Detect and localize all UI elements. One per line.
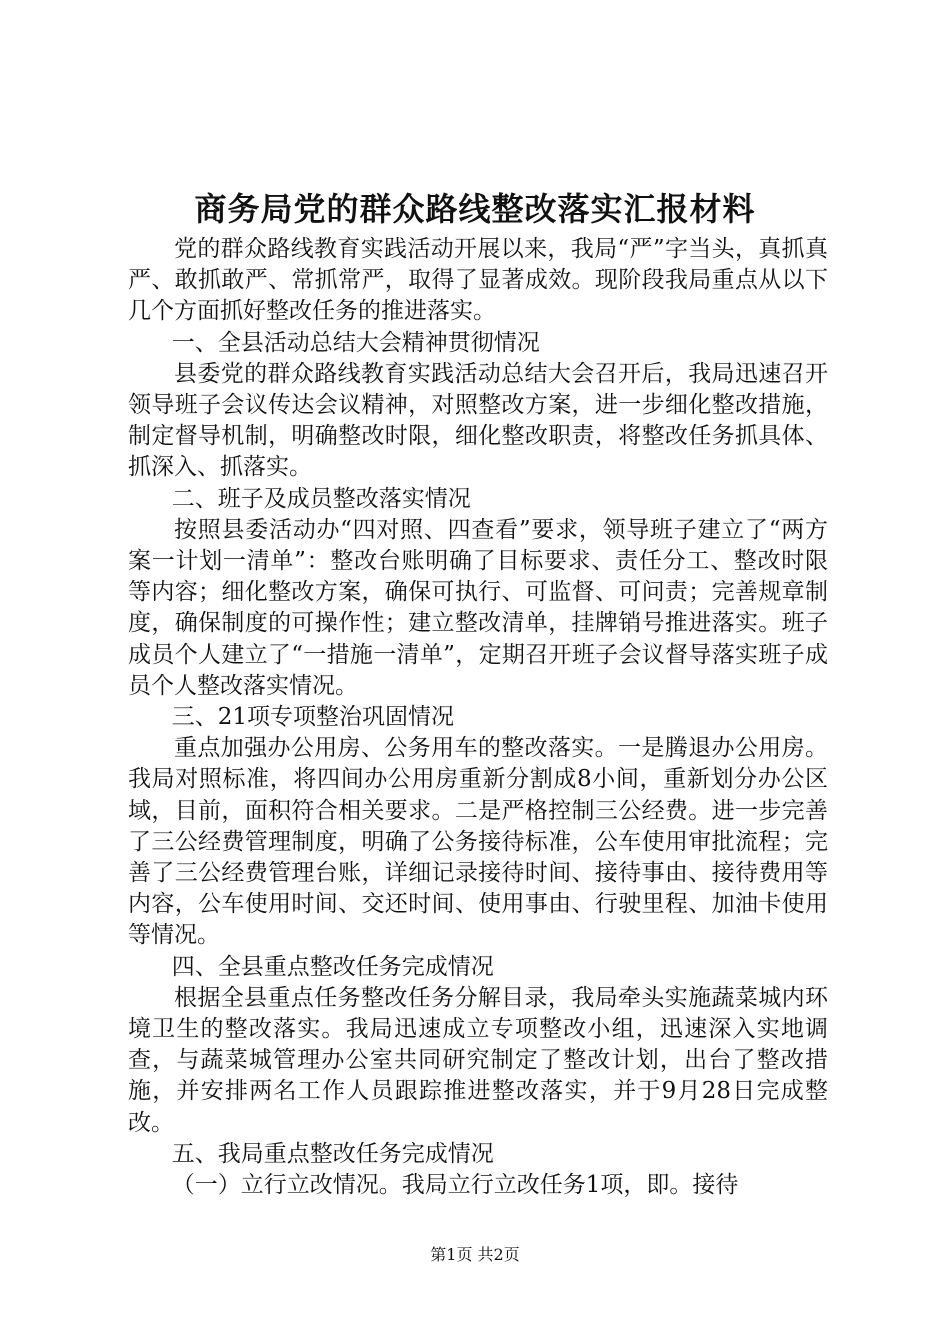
paragraph-section-1: 县委党的群众路线教育实践活动总结大会召开后，我局迅速召开领导班子会议传达会议精神，对照整改方案，进一步细化整改措施，制定督导机制，明确整改时限，细化整改职责，将整改任务抓具体、抓深入、抓落实。: [128, 360, 828, 481]
section-heading-4: 四、全县重点整改任务完成情况: [171, 953, 494, 980]
paragraph-section-3: 重点加强办公用房、公务用车的整改落实。一是腾退办公用房。我局对照标准，将四间办公用房重新分割成8小间，重新划分办公区域，目前，面积符合相关要求。二是严格控制三公经费。进一步完善了三公经费管理制度，明确了公务接待标准，公车使用审批流程；完善了三公经费管理台账，详细记录接待时间、接待事由、接待费用等内容，公车使用时间、交还时间、使用事由、行驶里程、加油卡使用等情况。: [128, 735, 828, 949]
section-heading-5: 五、我局重点整改任务完成情况: [171, 1140, 494, 1167]
section-heading-3: 三、21项专项整治巩固情况: [171, 704, 454, 731]
section-heading-2: 二、班子及成员整改落实情况: [171, 485, 471, 512]
document-body: [128, 234, 828, 1201]
paragraph-section-2: 按照县委活动办“四对照、四查看”要求，领导班子建立了“两方案一计划一清单”：整改台账明确了目标要求、责任分工、整改时限等内容；细化整改方案，确保可执行、可监督、可问责；完善规章制度，确保制度的可操作性；建立整改清单，挂牌销号推进落实。班子成员个人建立了“一措施一清单”，定期召开班子会议督导落实班子成员个人整改落实情况。: [128, 516, 828, 699]
paragraph-intro: 党的群众路线教育实践活动开展以来，我局“严”字当头，真抓真严、敢抓敢严、常抓常严，取得了显著成效。现阶段我局重点从以下几个方面抓好整改任务的推进落实。: [128, 236, 828, 325]
document-title: 商务局党的群众路线整改落实汇报材料: [194, 190, 756, 228]
page-number-footer: 第1页 共2页: [430, 1245, 520, 1264]
section-heading-1: 一、全县活动总结大会精神贯彻情况: [171, 329, 540, 356]
paragraph-section-5-item-1: （一）立行立改情况。我局立行立改任务1项，即。接待: [171, 1172, 739, 1199]
paragraph-section-4: 根据全县重点任务整改任务分解目录，我局牵头实施蔬菜城内环境卫生的整改落实。我局迅速成立专项整改小组，迅速深入实地调查，与蔬菜城管理办公室共同研究制定了整改计划，出台了整改措施，并安排两名工作人员跟踪推进整改落实，并于9月28日完成整改。: [128, 984, 828, 1136]
